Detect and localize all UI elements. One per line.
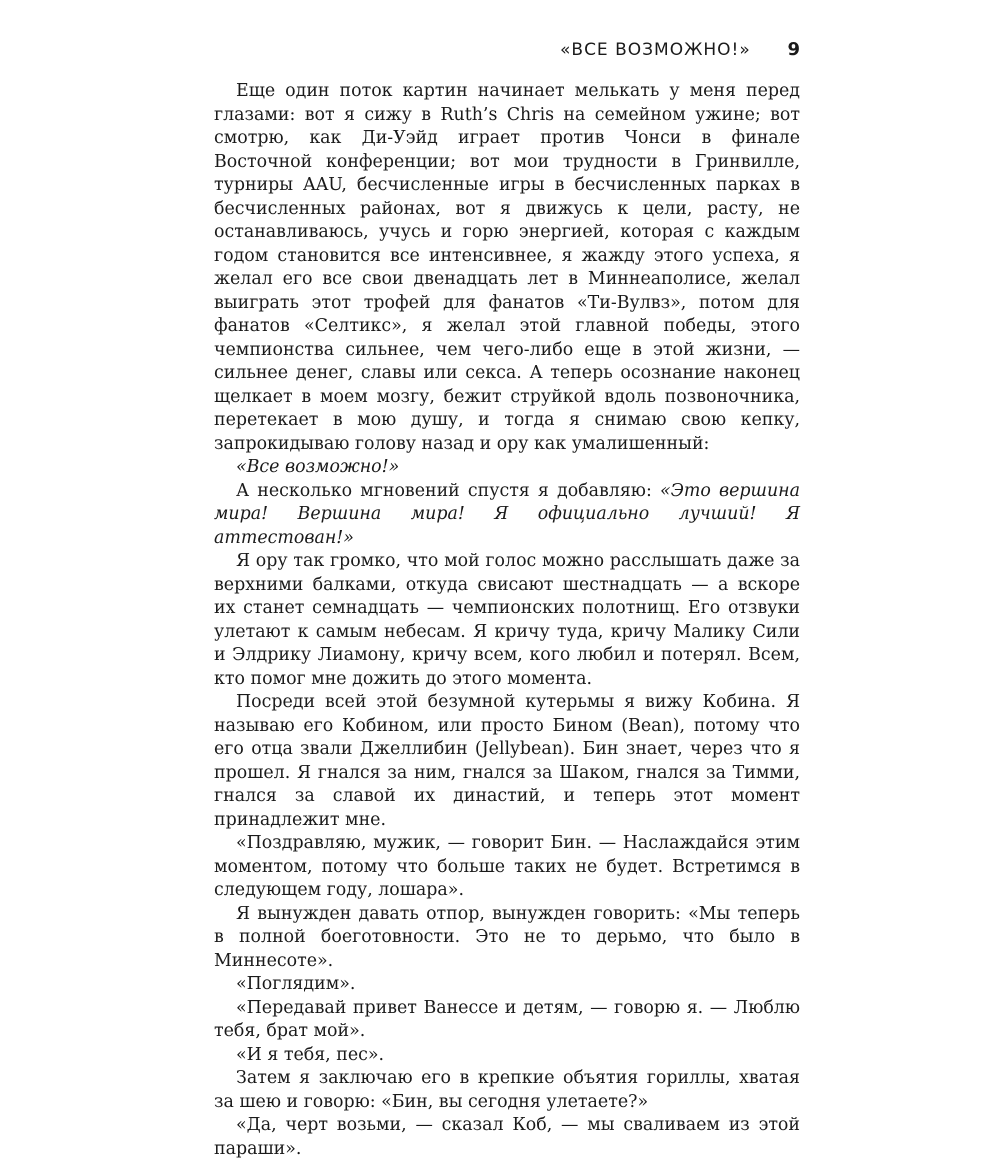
- paragraph: Затем я заключаю его в крепкие объятия гориллы, хватая за шею и говорю: «Бин, вы сегодня улетаете?»: [214, 1068, 800, 1112]
- page-header: [560, 36, 800, 64]
- paragraph: Посреди всей этой безумной кутерьмы я вижу Кобина. Я называю его Кобином, или просто Бином (Bean), потому что его отца звали Джеллибин (Jellybean). Бин знает, через что я прошел. Я гнался за ним, гнался за Шаком, гнался за Тимми, гнался за славой их династий, и теперь этот момент принадлежит мне.: [214, 692, 800, 830]
- paragraph: Я вынужден давать отпор, вынужден говорить: «Мы теперь в полной боеготовности. Это не то дерьмо, что было в Миннесоте».: [214, 903, 800, 971]
- italic-paragraph: «Все возможно!»: [236, 457, 400, 477]
- paragraph: «Поглядим».: [236, 974, 356, 994]
- paragraph: Еще один поток картин начинает мелькать у меня перед глазами: вот я сижу в Ruth’s Chris на семейном ужине; вот смотрю, как Ди-Уэйд играет против Чонси в финале Восточной конференции; вот мои трудности в Гринвилле, турниры AAU, бесчисленные игры в бесчисленных парках в бесчисленных районах, вот я движусь к цели, расту, не останавливаюсь, учусь и горю энергией, которая с каждым годом становится все интенсивнее, я жажду этого успеха, я желал его все свои двенадцать лет в Миннеаполисе, желал выиграть этот трофей для фанатов «Ти-Вулвз», потом для фанатов «Селтикс», я желал этой главной победы, этого чемпионства сильнее, чем чего-либо еще в этой жизни, — сильнее денег, славы или секса. А теперь осознание наконец щелкает в моем мозгу, бежит струйкой вдоль позвоночника, перетекает в мою душу, и тогда я снимаю свою кепку, запрокидываю голову назад и ору как умалишенный:: [214, 81, 800, 454]
- paragraph-quote: «Это вершина мира! Вершина мира! Я официально лучший! Я аттестован!»: [214, 480, 801, 548]
- mixed-paragraph: [214, 480, 800, 551]
- paragraph: «Да, черт возьми, — сказал Коб, — мы сваливаем из этой параши».: [214, 1115, 800, 1159]
- paragraph: «Поздравляю, мужик, — говорит Бин. — Наслаждайся этим моментом, потому что больше таких не будет. Встретимся в следующем году, лошара».: [214, 833, 800, 900]
- running-head: «ВСЕ ВОЗМОЖНО!»: [560, 40, 751, 60]
- paragraph: Я ору так громко, что мой голос можно расслышать даже за верхними балками, откуда свисают шестнадцать — а вскоре их станет семнадцать — чемпионских полотнищ. Его отзвуки улетают к самым небесам. Я кричу туда, кричу Малику Сили и Элдрику Лиамону, кричу всем, кого любил и потерял. Всем, кто помог мне дожить до этого момента.: [214, 551, 800, 689]
- body-text: [214, 80, 800, 1161]
- paragraph: «И я тебя, пес».: [236, 1044, 385, 1065]
- page-number: 9: [787, 39, 800, 60]
- paragraph: «Передавай привет Ванессе и детям, — говорю я. — Люблю тебя, брат мой».: [214, 997, 800, 1041]
- paragraph-lead: А несколько мгновений спустя я добавляю:: [236, 480, 660, 501]
